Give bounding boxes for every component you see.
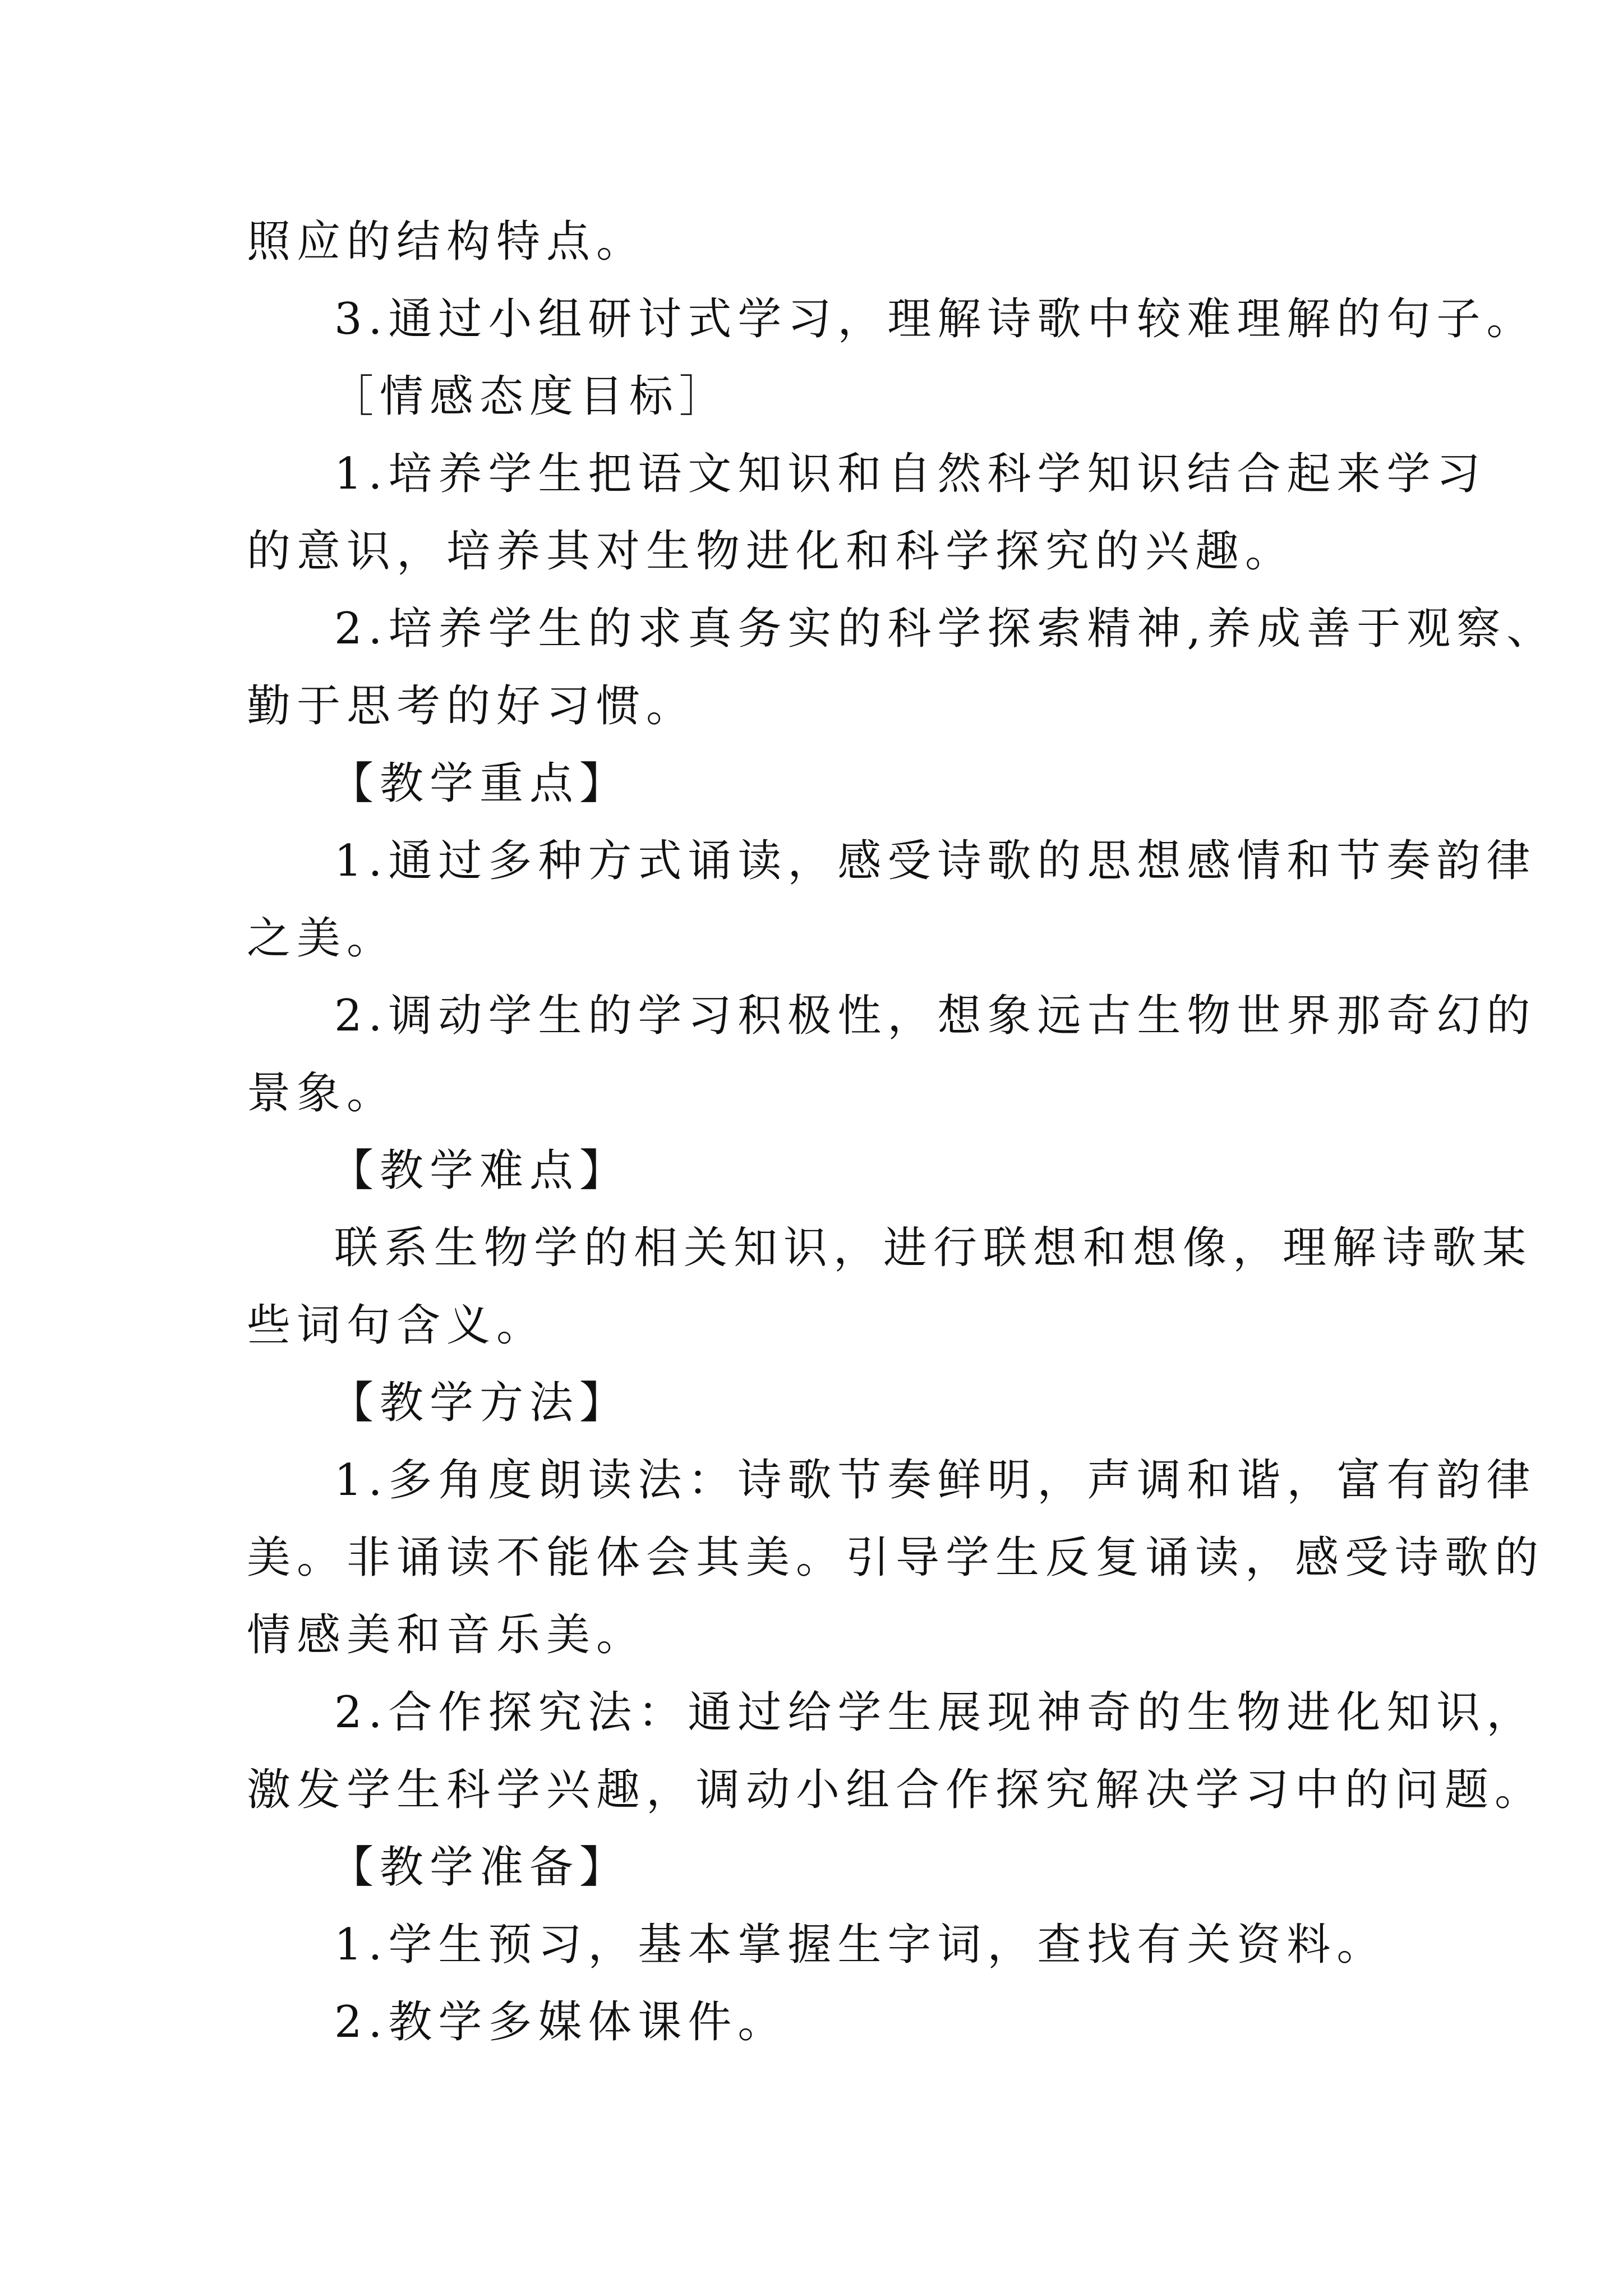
section-heading-key-points: 【教学重点】 xyxy=(330,758,630,809)
text-line: 3.通过小组研讨式学习，理解诗歌中较难理解的句子。 xyxy=(334,294,1537,344)
text-line: 之美。 xyxy=(247,913,397,964)
text-line: 1.通过多种方式诵读，感受诗歌的思想感情和节奏韵律 xyxy=(334,836,1537,886)
text-line: 2.培养学生的求真务实的科学探索精神,养成善于观察、 xyxy=(334,604,1557,654)
section-heading-difficulties: 【教学难点】 xyxy=(330,1145,630,1196)
text-line: 1.多角度朗读法：诗歌节奏鲜明，声调和谐，富有韵律 xyxy=(334,1455,1537,1506)
text-line: 照应的结构特点。 xyxy=(247,217,647,267)
document-body xyxy=(247,203,1557,2061)
section-heading-preparation: 【教学准备】 xyxy=(330,1842,630,1893)
text-line: 1.培养学生把语文知识和自然科学知识结合起来学习 xyxy=(334,449,1487,499)
text-line: 的意识，培养其对生物进化和科学探究的兴趣。 xyxy=(247,526,1295,577)
text-line: 2.调动学生的学习积极性，想象远古生物世界那奇幻的 xyxy=(334,991,1537,1041)
text-line: 勤于思考的好习惯。 xyxy=(247,681,697,731)
text-line: 些词句含义。 xyxy=(247,1300,547,1351)
text-line: 情感美和音乐美。 xyxy=(247,1610,647,1660)
text-line: 美。非诵读不能体会其美。引导学生反复诵读，感受诗歌的 xyxy=(247,1533,1545,1583)
text-line: 2.合作探究法：通过给学生展现神奇的生物进化知识， xyxy=(334,1687,1537,1738)
section-heading-emotion-goals: ［情感态度目标］ xyxy=(330,371,730,422)
text-line: 1.学生预习，基本掌握生字词，查找有关资料。 xyxy=(334,1920,1387,1970)
text-line: 2.教学多媒体课件。 xyxy=(334,1997,788,2047)
text-line: 联系生物学的相关知识，进行联想和想像，理解诗歌某 xyxy=(334,1223,1533,1273)
text-line: 激发学生科学兴趣，调动小组合作探究解决学习中的问题。 xyxy=(247,1765,1545,1815)
text-line: 景象。 xyxy=(247,1068,397,1119)
section-heading-methods: 【教学方法】 xyxy=(330,1378,630,1428)
